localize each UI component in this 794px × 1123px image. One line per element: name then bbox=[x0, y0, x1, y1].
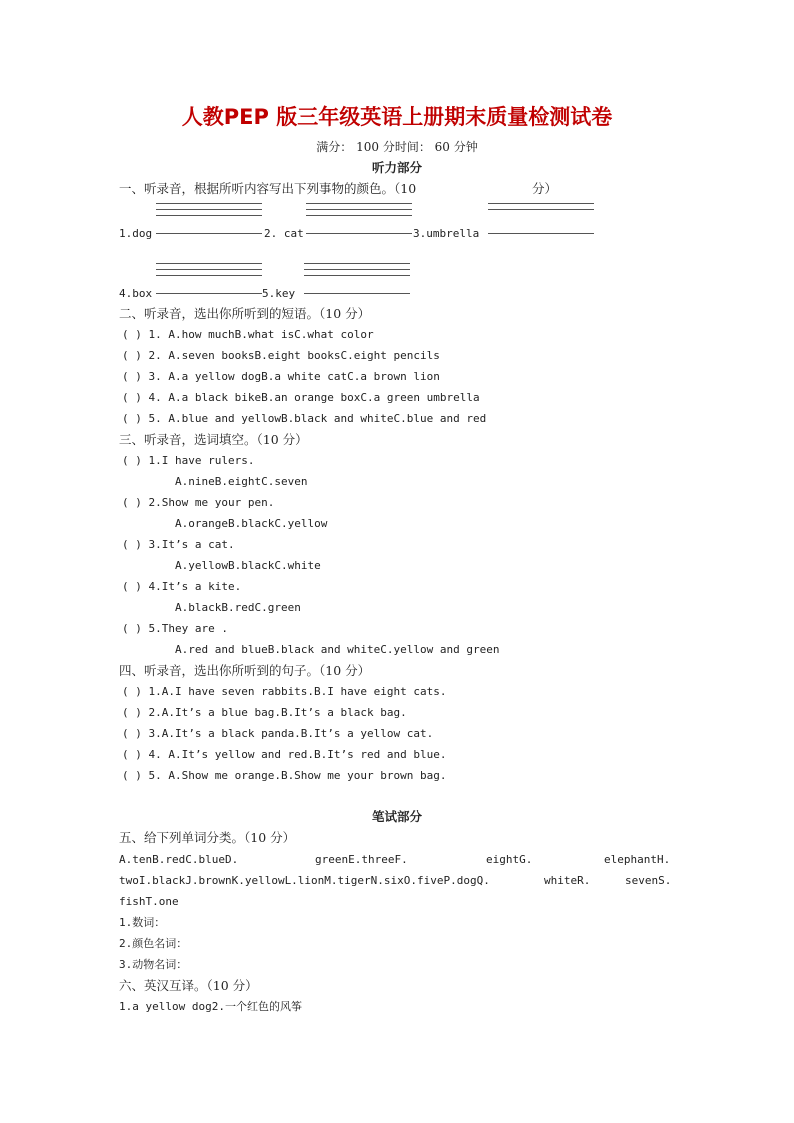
s5-words-row1-c: eightG. bbox=[486, 853, 533, 866]
s3-options-4: A.blackB.redC.green bbox=[175, 601, 301, 614]
s1-answer-line-box bbox=[156, 293, 262, 294]
s1-answer-line-cat bbox=[306, 233, 412, 234]
s5-words-row2-a: twoI.blackJ.brownK.yellowL.lionM.tigerN.sixO.fiveP.dogQ. bbox=[119, 874, 490, 887]
s3-question-1: ( ) 1.I have rulers. bbox=[122, 454, 255, 467]
s4-question-1: ( ) 1.A.I have seven rabbits.B.I have eight cats. bbox=[122, 685, 447, 698]
score-time-line: 满分： 100 分时间： 60 分钟 bbox=[316, 140, 478, 154]
s4-question-5: ( ) 5. A.Show me orange.B.Show me your brown bag. bbox=[122, 769, 447, 782]
s1-item-cat: 2. cat bbox=[264, 227, 304, 240]
s1-item-key: 5.key bbox=[262, 287, 296, 300]
s3-options-2: A.orangeB.blackC.yellow bbox=[175, 517, 328, 530]
s1-answer-line-key bbox=[304, 293, 410, 294]
s5-words-row3: fishT.one bbox=[119, 895, 179, 908]
s3-options-5: A.red and blueB.black and whiteC.yellow and green bbox=[175, 643, 500, 656]
s3-question-2: ( ) 2.Show me your pen. bbox=[122, 496, 275, 509]
s3-question-4: ( ) 4.It’s a kite. bbox=[122, 580, 242, 593]
s5-words-row1-b: greenE.threeF. bbox=[315, 853, 408, 866]
s2-question-1: ( ) 1. A.how muchB.what isC.what color bbox=[122, 328, 374, 341]
s4-heading: 四、听录音，选出你所听到的句子。（10 分） bbox=[119, 663, 371, 678]
s4-question-4: ( ) 4. A.It’s yellow and red.B.It’s red and blue. bbox=[122, 748, 447, 761]
writing-part-heading: 笔试部分 bbox=[371, 809, 422, 824]
listening-part-heading: 听力部分 bbox=[371, 160, 422, 175]
s4-question-2: ( ) 2.A.It’s a blue bag.B.It’s a black bag. bbox=[122, 706, 407, 719]
s1-lines-box bbox=[156, 263, 262, 281]
s5-category-animals: 3.动物名词： bbox=[119, 958, 188, 971]
s6-heading: 六、英汉互译。（10 分） bbox=[119, 978, 258, 993]
s5-category-colors: 2.颜色名词： bbox=[119, 937, 188, 950]
s5-words-row1-a: A.tenB.redC.blueD. bbox=[119, 853, 239, 866]
s1-item-umbrella: 3.umbrella bbox=[413, 227, 480, 240]
s5-heading: 五、给下列单词分类。（10 分） bbox=[119, 830, 296, 845]
s3-options-1: A.nineB.eightC.seven bbox=[175, 475, 308, 488]
s5-words-row2-b: whiteR. bbox=[544, 874, 591, 887]
s3-heading: 三、听录音，选词填空。（10 分） bbox=[119, 432, 308, 447]
s6-item-1: 1.a yellow dog2.一个红色的风筝 bbox=[119, 1000, 302, 1013]
s1-answer-line-dog bbox=[156, 233, 262, 234]
s2-question-3: ( ) 3. A.a yellow dogB.a white catC.a brown lion bbox=[122, 370, 440, 383]
s2-question-5: ( ) 5. A.blue and yellowB.black and whiteC.blue and red bbox=[122, 412, 487, 425]
s4-question-3: ( ) 3.A.It’s a black panda.B.It’s a yellow cat. bbox=[122, 727, 434, 740]
s2-question-2: ( ) 2. A.seven booksB.eight booksC.eight pencils bbox=[122, 349, 440, 362]
s1-score: 分） bbox=[532, 181, 558, 196]
s5-words-row2-c: sevenS. bbox=[625, 874, 672, 887]
page-title: 人教PEP 版三年级英语上册期末质量检测试卷 bbox=[181, 105, 613, 129]
s1-item-box: 4.box bbox=[119, 287, 153, 300]
s3-question-3: ( ) 3.It’s a cat. bbox=[122, 538, 235, 551]
s3-question-5: ( ) 5.They are . bbox=[122, 622, 228, 635]
s1-lines-key bbox=[304, 263, 410, 281]
s5-words-row1-d: elephantH. bbox=[604, 853, 671, 866]
s5-category-numbers: 1.数词： bbox=[119, 916, 166, 929]
s1-answer-line-umbrella bbox=[488, 233, 594, 234]
s3-options-3: A.yellowB.blackC.white bbox=[175, 559, 321, 572]
s1-lines-umbrella bbox=[488, 203, 594, 215]
s1-lines-cat bbox=[306, 203, 412, 221]
s2-question-4: ( ) 4. A.a black bikeB.an orange boxC.a green umbrella bbox=[122, 391, 480, 404]
s2-heading: 二、听录音，选出你所听到的短语。（10 分） bbox=[119, 306, 371, 321]
s1-heading: 一、听录音，根据所听内容写出下列事物的颜色。（10 bbox=[119, 181, 417, 196]
s1-lines-dog bbox=[156, 203, 262, 221]
s1-item-dog: 1.dog bbox=[119, 227, 153, 240]
